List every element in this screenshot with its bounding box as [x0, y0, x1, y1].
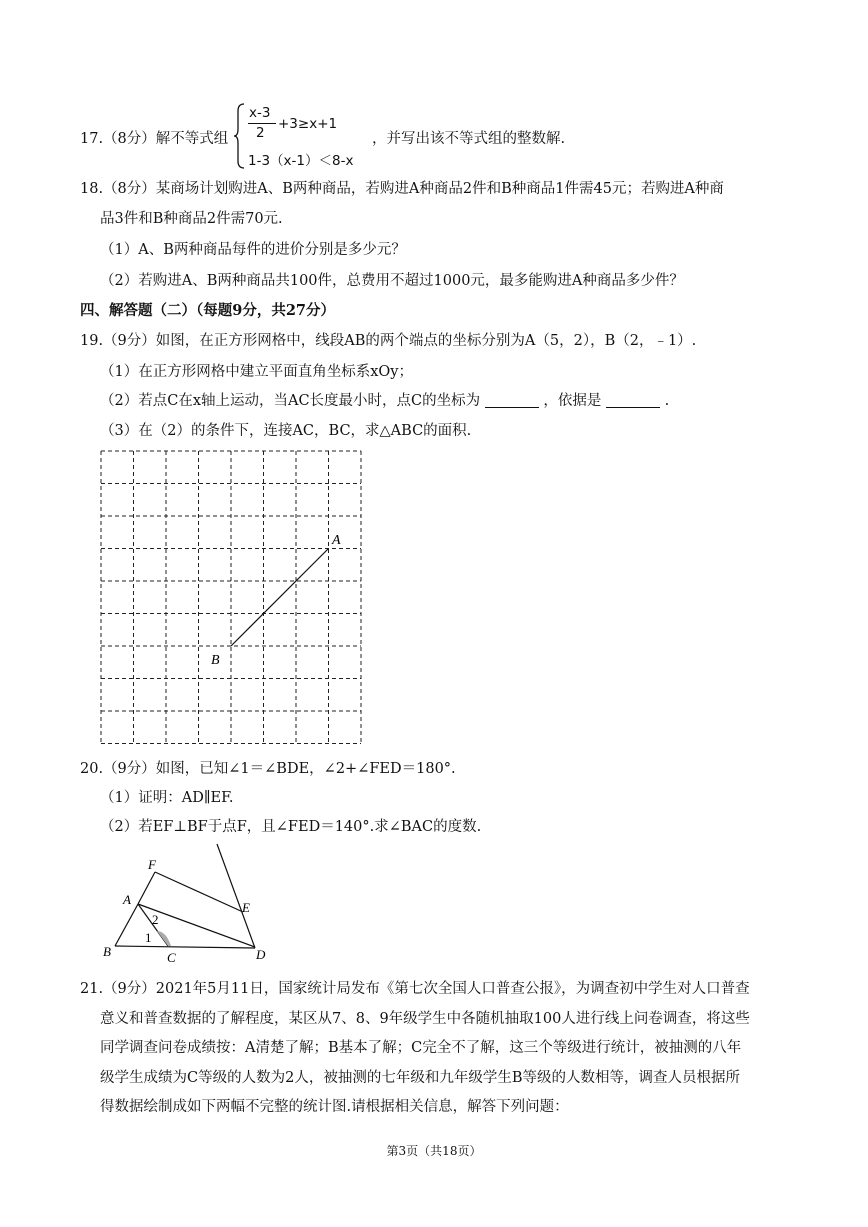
label-d: D: [256, 947, 266, 962]
q21-line5: 得数据绘制成如下两幅不完整的统计图.请根据相关信息，解答下列问题：: [100, 1099, 569, 1115]
q19-part1: （1）在正方形网格中建立平面直角坐标系xOy；: [100, 364, 413, 380]
fraction-bar: [248, 123, 276, 124]
label-c: C: [167, 950, 176, 965]
q19-part2-text-c: .: [664, 393, 670, 409]
label-a: A: [332, 533, 341, 548]
answer-blank-coordinate[interactable]: [485, 393, 539, 408]
label-b-fig: B: [103, 944, 111, 959]
q17-numerator: x-3: [249, 105, 271, 121]
q20-line1: 20.（9分）如图，已知∠1＝∠BDE，∠2+∠FED＝180°.: [80, 761, 456, 777]
q19-part2-text-a: （2）若点C在x轴上运动，当AC长度最小时，点C的坐标为: [100, 393, 481, 409]
q18-part1: （1）A、B两种商品每件的进价分别是多少元？: [100, 242, 406, 258]
q21-line3: 同学调查问卷成绩按：A清楚了解；B基本了解；C完全不了解，这三个等级进行统计，被抽测的八年: [100, 1040, 742, 1056]
page-footer: 第3页（共18页）: [386, 1144, 482, 1158]
q21-line1: 21.（9分）2021年5月11日，国家统计局发布《第七次全国人口普查公报》，为调查初中学生对人口普查: [80, 981, 750, 997]
q20-part2: （2）若EF⊥BF于点F，且∠FED＝140°.求∠BAC的度数.: [100, 819, 482, 835]
brace-icon: [233, 103, 245, 169]
segment-ab: [231, 549, 329, 647]
geometry-figure: [95, 842, 275, 970]
q19-line1: 19.（9分）如图，在正方形网格中，线段AB的两个端点的坐标分别为A（5，2），B（2，﹣1）.: [80, 333, 697, 349]
answer-blank-reason[interactable]: [606, 393, 660, 408]
q21-line2: 意义和普查数据的了解程度，某区从7、8、9年级学生中各随机抽取100人进行线上问卷调查，将这些: [100, 1011, 750, 1027]
q19-part3: （3）在（2）的条件下，连接AC，BC，求△ABC的面积.: [100, 423, 472, 439]
q17-tail: ，并写出该不等式组的整数解.: [372, 131, 566, 147]
label-e: E: [242, 900, 250, 915]
label-f: F: [148, 857, 156, 872]
shaded-angle-1: [157, 931, 171, 946]
q19-part2: [100, 391, 669, 411]
q17-head: 17.（8分）解不等式组: [80, 131, 229, 147]
label-2: 2: [152, 912, 159, 927]
label-b: B: [211, 653, 220, 668]
label-a-fig: A: [123, 892, 131, 907]
q18-line1: 18.（8分）某商场计划购进A、B两种商品，若购进A种商品2件和B种商品1件需45元；若购进A种商: [80, 181, 724, 197]
q20-part1: （1）证明：AD∥EF.: [100, 790, 234, 806]
q18-part2: （2）若购进A、B两种商品共100件，总费用不超过1000元，最多能购进A种商品多少件？: [100, 273, 684, 289]
coordinate-grid-figure: [96, 446, 372, 751]
section-heading: 四、解答题（二）（每题9分，共27分）: [80, 302, 336, 319]
q19-part2-text-b: ，依据是: [543, 393, 602, 409]
q21-line4: 级学生成绩为C等级的人数为2人，被抽测的七年级和九年级学生B等级的人数相等，调查人员根据所: [100, 1070, 740, 1086]
q17-second: 1-3（x-1）＜8-x: [248, 153, 354, 169]
q17-first-rest: +3≥x+1: [278, 116, 338, 132]
q17-denominator: 2: [256, 125, 265, 141]
q18-line2: 品3件和B种商品2件需70元.: [100, 211, 283, 227]
label-1: 1: [145, 930, 152, 945]
